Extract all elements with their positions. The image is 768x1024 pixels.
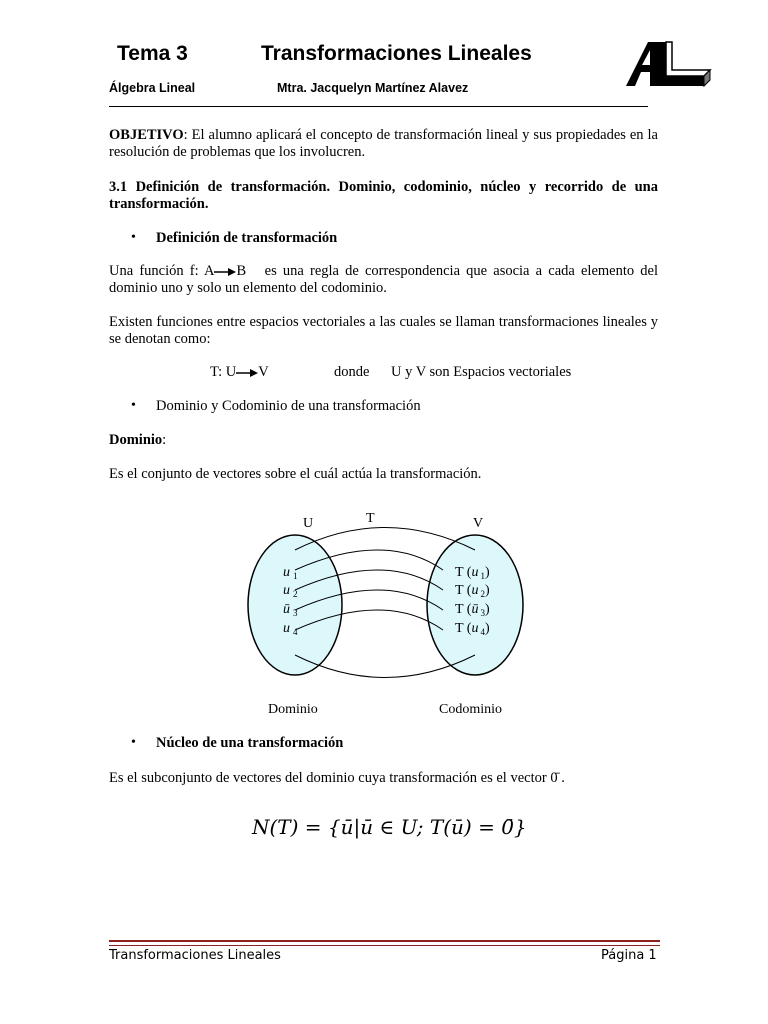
notation-v: V bbox=[258, 364, 269, 380]
domain-ellipse bbox=[248, 535, 342, 675]
footer-title: Transformaciones Lineales bbox=[109, 948, 281, 963]
notation-tu: T: U bbox=[210, 364, 237, 380]
objective-label: OBJETIVO bbox=[109, 127, 184, 143]
domain-vector: u $_4$ bbox=[283, 621, 298, 637]
nucleo-end: . bbox=[557, 770, 565, 786]
dominio-heading bbox=[109, 432, 166, 449]
caption-dominio: Dominio bbox=[268, 702, 318, 717]
dominio-label: Dominio bbox=[109, 432, 163, 448]
subject-name: Álgebra Lineal bbox=[109, 81, 196, 95]
label-v: V bbox=[473, 516, 484, 531]
funcion-paragraph bbox=[109, 263, 658, 297]
funcion-after: es una regla de correspondencia que asocia a cada elemento del dominio uno y solo un elemento del codominio. bbox=[109, 263, 659, 296]
al-logo-icon bbox=[622, 38, 714, 90]
bullet-dot: • bbox=[131, 398, 136, 413]
funcion-b: B bbox=[236, 263, 247, 279]
bullet-dot: • bbox=[131, 230, 136, 245]
nucleo-paragraph bbox=[109, 770, 658, 787]
section-heading: 3.1 Definición de transformación. Dominio, codominio, núcleo y recorrido de una transformación. bbox=[109, 179, 658, 212]
bullet-definicion: Definición de transformación bbox=[156, 230, 338, 246]
codomain-vector: T (u $_2$) bbox=[455, 583, 490, 599]
domain-vector: u $_2$ bbox=[283, 583, 298, 599]
domain-vector: u $_1$ bbox=[283, 565, 298, 581]
footer-divider bbox=[109, 945, 660, 946]
codomain-vector: T (u $_4$) bbox=[455, 621, 490, 637]
nucleo-text: Es el subconjunto de vectores del dominio cuya transformación es el vector bbox=[109, 770, 551, 786]
page-title: Transformaciones Lineales bbox=[261, 42, 532, 65]
zero-vector: 0̄ bbox=[550, 770, 558, 786]
domain-vector: ū $_3$ bbox=[283, 602, 298, 618]
objective-text: : El alumno aplicará el concepto de transformación lineal y sus propiedades en la resolución de problemas que los involucren. bbox=[109, 127, 658, 160]
dominio-colon: : bbox=[162, 432, 167, 448]
arrow-right-icon bbox=[236, 368, 258, 378]
funcion-before: Una función f: A bbox=[109, 263, 215, 279]
caption-codominio: Codominio bbox=[439, 702, 503, 717]
notation-spaces: U y V son Espacios vectoriales bbox=[391, 364, 572, 380]
bullet-dominio: Dominio y Codominio de una transformación bbox=[156, 398, 421, 414]
bullet-dot: • bbox=[131, 735, 136, 750]
arrow-right-icon bbox=[214, 267, 236, 277]
tema-number: Tema 3 bbox=[117, 42, 188, 65]
footer-divider bbox=[109, 940, 660, 942]
label-u: U bbox=[303, 516, 314, 531]
existen-paragraph: Existen funciones entre espacios vectoriales a las cuales se llaman transformaciones lineales y se denotan como: bbox=[109, 314, 658, 347]
page-number: Página 1 bbox=[601, 948, 657, 963]
objective-paragraph bbox=[109, 127, 658, 161]
transformation-diagram bbox=[240, 505, 540, 720]
header-divider bbox=[109, 106, 648, 107]
notation-line bbox=[210, 364, 269, 381]
label-t: T bbox=[366, 511, 375, 526]
dominio-text: Es el conjunto de vectores sobre el cuál actúa la transformación. bbox=[109, 466, 482, 482]
kernel-formula: N(T) = {ū|ū ∈ U; T(ū) = 0̄} bbox=[252, 815, 527, 839]
notation-donde: donde bbox=[334, 364, 370, 380]
bullet-nucleo: Núcleo de una transformación bbox=[156, 735, 344, 751]
codomain-vector: T (ū $_3$) bbox=[455, 602, 490, 618]
teacher-name: Mtra. Jacquelyn Martínez Alavez bbox=[277, 81, 469, 95]
codomain-vector: T (u $_1$) bbox=[455, 565, 490, 581]
